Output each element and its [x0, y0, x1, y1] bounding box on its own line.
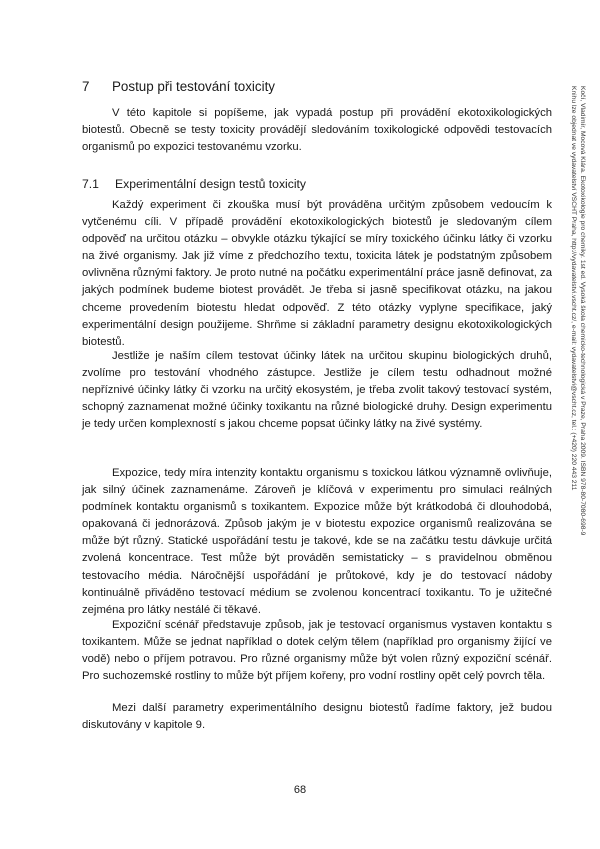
- chapter-heading: [82, 78, 552, 95]
- intro-paragraph: V této kapitole si popíšeme, jak vypadá postup při provádění ekotoxikologických biotestů. Obecně se testy toxicity provádějí sledováním toxikologické odpovědi testovacích organismů po expozici testovanému vzorku.: [82, 107, 552, 154]
- page-number: 68: [293, 784, 307, 796]
- body-paragraph: Jestliže je naším cílem testovat účinky látek na určitou skupinu biologických druhů, zvolíme pro testování vhodného zástupce. Jestliže je cílem testu odhadnout možné nepříznivé účinky látky či vzorku na určitý ekosystém, je třeba zvolit takový testovací systém, schopný zaznamenat možné účinky toxikantu na různé biologické druhy. Design experimentu je tedy určen komplexností s jakou chceme popsat účinky látky na živé systémy.: [82, 350, 552, 431]
- citation-sidebar: [568, 86, 588, 606]
- body-paragraph: Expoziční scénář představuje způsob, jak je testovací organismus vystaven kontaktu s toxikantem. Může se jednat například o dotek celým tělem (například pro organismy žijící ve vodě) nebo o příjem potravou. Pro různé organismy může být volen různý expoziční scénář. Pro suchozemské rostliny to může být příjem kořeny, pro vodní rostliny opět celý povrch těla.: [82, 619, 552, 683]
- chapter-title: Postup při testování toxicity: [112, 79, 275, 94]
- citation-text: [568, 86, 586, 606]
- body-paragraph: Mezi další parametry experimentálního designu biotestů řadíme faktory, jež budou diskutovány v kapitole 9.: [82, 702, 552, 732]
- body-paragraph: Každý experiment či zkouška musí být prováděna určitým způsobem vedoucím k vytčenému cíli. V případě provádění ekotoxikologických biotestů je sledovaným cílem odpověď na určitou otázku – obvykle otázku týkající se míry toxického účinku látky či vzorku na živé organismy. Jak již víme z předchozího textu, toxicita látek je podstatným způsobem ovlivněna různými faktory. Je proto nutné na počátku experimentální práce jasně definovat, za jakých podmínek budeme biotest provádět. Je třeba si jasně specifikovat otázku, na jakou chceme provedením biotestu hledat odpověď. Z této otázky vyplyne specifikace, jaký experimentální design použijeme. Shrňme si základní parametry designu ekotoxikologických biotestů.: [82, 199, 552, 348]
- section-title: Experimentální design testů toxicity: [115, 177, 307, 191]
- citation-line: Kočí, Vladimír, Mocová Klára. Ekotoxikologie pro chemiky. 1st ed. Vysoká škola chemicko-technologická v Praze, Praha 2009. ISBN 978-80-7080-698-9: [579, 86, 586, 536]
- order-info-line: Knihu lze objednat ve vydavatelství VŠCHT Praha, http://vydavatelstvi.vscht.cz/, e-mail: vydavatelstvi@vscht.cz, tel.: (+420) 220 443 211: [570, 86, 578, 491]
- section-number: 7.1: [82, 177, 99, 191]
- section-heading: [82, 176, 552, 192]
- chapter-number: 7: [82, 79, 90, 94]
- body-paragraph: Expozice, tedy míra intenzity kontaktu organismu s toxickou látkou významně ovlivňuje, jak silný účinek zaznamenáme. Zároveň je klíčová v experimentu pro simulaci reálných podmínek kontaktu organismů s toxikantem. Expozice může být krátkodobá či dlouhodobá, opakovaná či jednorázová. Způsob jakým je v biotestu expozice organismů realizována se může být různý. Statické uspořádání testu je takové, kde se na začátku testu dávkuje určitá zvolená koncentrace. Test může být prováděn semistaticky – s pravidelnou obměnou testovacího média. Náročnější uspořádání je průtokové, kdy je do testovací nádoby kontinuálně přiváděno testovací médium se zvolenou koncentrací toxikantu. To je užitečné zejména pro látky nestálé či těkavé.: [82, 467, 552, 616]
